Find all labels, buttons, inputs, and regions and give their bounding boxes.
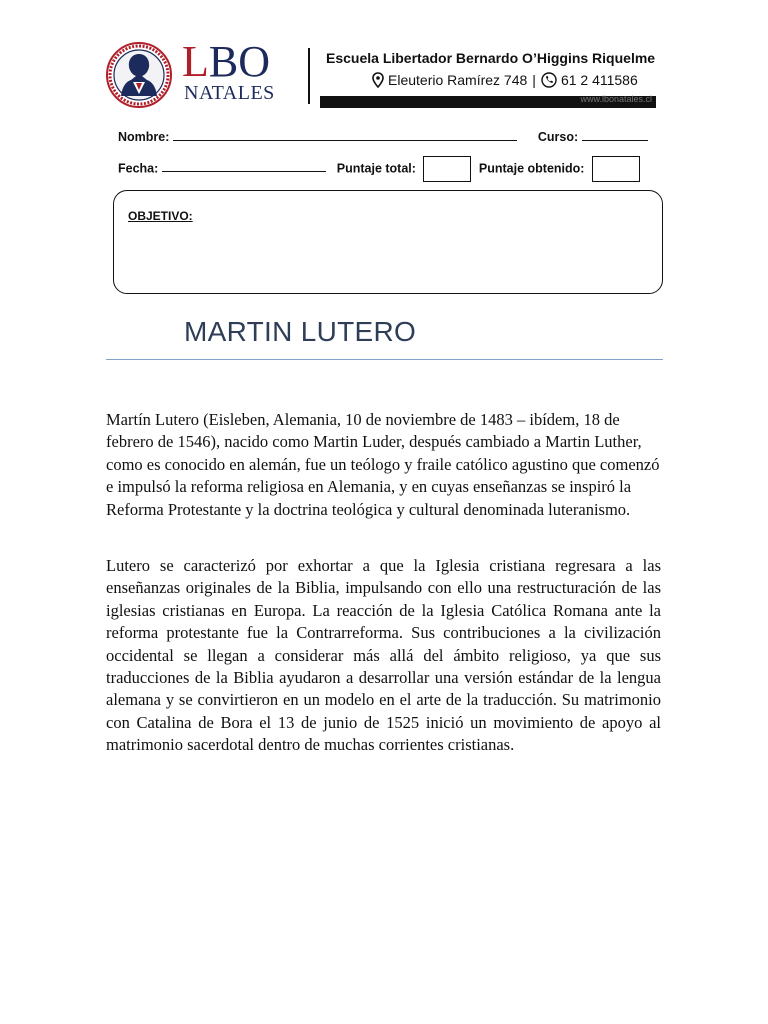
paragraph-1: Martín Lutero (Eisleben, Alemania, 10 de noviembre de 1483 – ibídem, 18 de febrero de 1546), nacido como Martin Luder, después cambiado a Martin Luther, como es conocido en alemán, fue un teólogo y fraile católico agustino que comenzó e impulsó la reforma religiosa en Alemania, y en cuyas enseñanzas se inspiró la Reforma Protestante y la doctrina teológica y cultural denominada luteranismo. xyxy=(106,410,660,519)
contact-separator: | xyxy=(532,72,536,88)
header-divider xyxy=(308,48,310,104)
phone-text: 61 2 411586 xyxy=(560,72,638,88)
school-seal-logo xyxy=(106,42,172,108)
name-field[interactable] xyxy=(173,128,517,141)
title-underline xyxy=(106,359,663,360)
logo-letter-l: L xyxy=(182,37,209,86)
logo-letters-bo: BO xyxy=(208,37,271,86)
date-field[interactable] xyxy=(162,159,326,172)
lbo-logo-text xyxy=(182,38,270,86)
course-field[interactable] xyxy=(582,128,648,141)
objective-box[interactable] xyxy=(113,190,663,294)
name-label: Nombre: xyxy=(118,130,170,144)
obtained-score-label: Puntaje obtenido: xyxy=(478,161,585,176)
location-pin-icon xyxy=(372,72,384,88)
header-black-bar xyxy=(320,96,656,108)
form-row-name-course xyxy=(118,128,648,144)
total-score-label: Puntaje total: xyxy=(336,161,416,176)
website-text: www.lbonatales.cl xyxy=(580,94,652,104)
contact-line xyxy=(372,72,638,88)
paragraph-2: Lutero se caracterizó por exhortar a que la Iglesia cristiana regresara a las enseñanzas originales de la Biblia, impulsando con ello una restructuración de las iglesias cristianas en Europa. La reacción de la Iglesia Católica Romana ante la reforma protestante fue la Contrarreforma. Sus contribuciones a la civilización occidental se llegan a considerar más allá del ámbito religioso, ya que sus traducciones de la Biblia ayudaron a desarrollar una versión estándar de la lengua alemana y se convirtieron en un modelo en el arte de la traducción. Su matrimonio con Catalina de Bora el 13 de junio de 1525 inició un movimiento de apoyo al matrimonio sacerdotal dentro de muchas corrientes cristianas. xyxy=(106,556,661,755)
logo-subtitle: NATALES xyxy=(184,82,275,104)
document-title: MARTIN LUTERO xyxy=(184,316,417,347)
form-row-date-scores xyxy=(118,156,644,182)
school-name: Escuela Libertador Bernardo O’Higgins Riquelme xyxy=(326,50,656,66)
address-text: Eleuterio Ramírez 748 xyxy=(388,72,528,88)
total-score-box[interactable] xyxy=(423,156,471,182)
course-label: Curso: xyxy=(537,130,579,144)
date-label: Fecha: xyxy=(118,161,159,176)
obtained-score-box[interactable] xyxy=(592,156,640,182)
phone-icon xyxy=(541,72,557,88)
document-header xyxy=(104,38,664,114)
objective-label: OBJETIVO: xyxy=(128,209,193,223)
